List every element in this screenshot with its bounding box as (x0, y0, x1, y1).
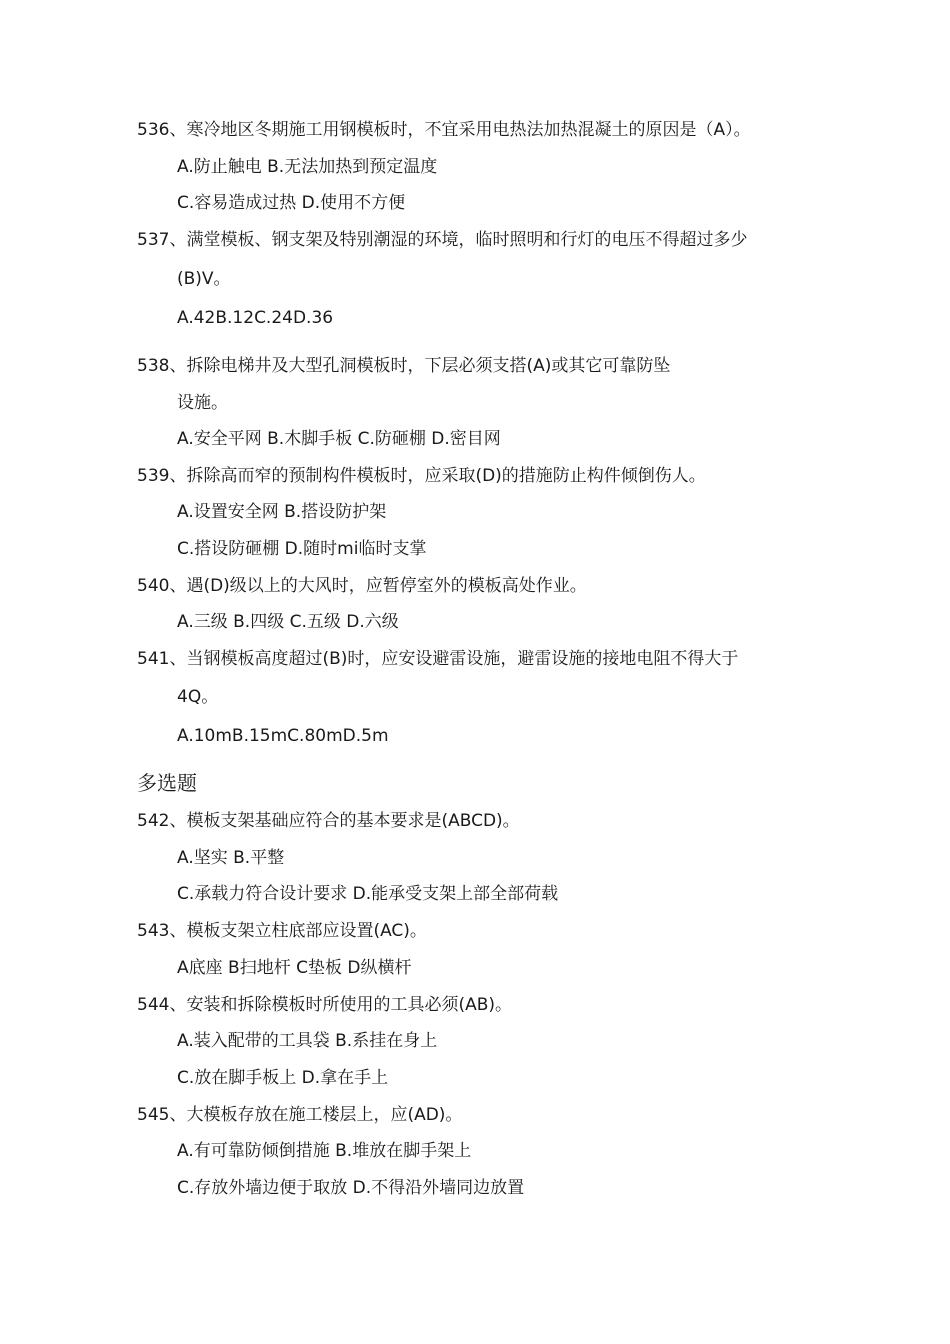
question-541-options: A.10mB.15mC.80mD.5m (177, 726, 389, 746)
question-545-options-2: C.存放外墙边便于取放 D.不得沿外墙同边放置 (177, 1178, 525, 1198)
question-537-continuation: (B)V。 (177, 269, 231, 289)
question-543: 543、模板支架立柱底部应设置(AC)。 (137, 921, 427, 941)
question-543-options: A底座 B扫地杆 C垫板 D纵横杆 (177, 958, 412, 978)
question-539-options-1: A.设置安全网 B.搭设防护架 (177, 502, 387, 522)
question-538-continuation: 设施。 (177, 393, 228, 413)
question-542-options-1: A.坚实 B.平整 (177, 848, 285, 868)
question-542-options-2: C.承载力符合设计要求 D.能承受支架上部全部荷载 (177, 884, 559, 904)
question-537: 537、满堂模板、钢支架及特别潮湿的环境，临时照明和行灯的电压不得超过多少 (137, 230, 748, 250)
section-heading-multiple-choice: 多选题 (137, 771, 197, 795)
question-539-options-2: C.搭设防砸棚 D.随时mi临时支掌 (177, 539, 427, 559)
question-536: 536、寒冷地区冬期施工用钢模板时，不宜采用电热法加热混凝土的原因是（A）。 (137, 120, 751, 140)
question-539: 539、拆除高而窄的预制构件模板时，应采取(D)的措施防止构件倾倒伤人。 (137, 466, 706, 486)
question-538: 538、拆除电梯井及大型孔洞模板时，下层必须支搭(A)或其它可靠防坠 (137, 356, 671, 376)
question-545: 545、大模板存放在施工楼层上，应(AD)。 (137, 1105, 463, 1125)
question-541: 541、当钢模板高度超过(B)时，应安设避雷设施，避雷设施的接地电阻不得大于 (137, 649, 739, 669)
question-536-options-2: C.容易造成过热 D.使用不方便 (177, 193, 406, 213)
question-538-options: A.安全平网 B.木脚手板 C.防砸棚 D.密目网 (177, 429, 501, 449)
question-544-options-2: C.放在脚手板上 D.拿在手上 (177, 1068, 389, 1088)
question-537-options: A.42B.12C.24D.36 (177, 308, 334, 328)
question-544-options-1: A.装入配带的工具袋 B.系挂在身上 (177, 1031, 438, 1051)
question-541-continuation: 4Q。 (177, 687, 219, 707)
question-544: 544、安装和拆除模板时所使用的工具必须(AB)。 (137, 995, 513, 1015)
question-536-options-1: A.防止触电 B.无法加热到预定温度 (177, 157, 438, 177)
question-542: 542、模板支架基础应符合的基本要求是(ABCD)。 (137, 811, 520, 831)
question-545-options-1: A.有可靠防倾倒措施 B.堆放在脚手架上 (177, 1141, 472, 1161)
question-540: 540、遇(D)级以上的大风时，应暂停室外的模板高处作业。 (137, 576, 587, 596)
question-540-options: A.三级 B.四级 C.五级 D.六级 (177, 612, 399, 632)
